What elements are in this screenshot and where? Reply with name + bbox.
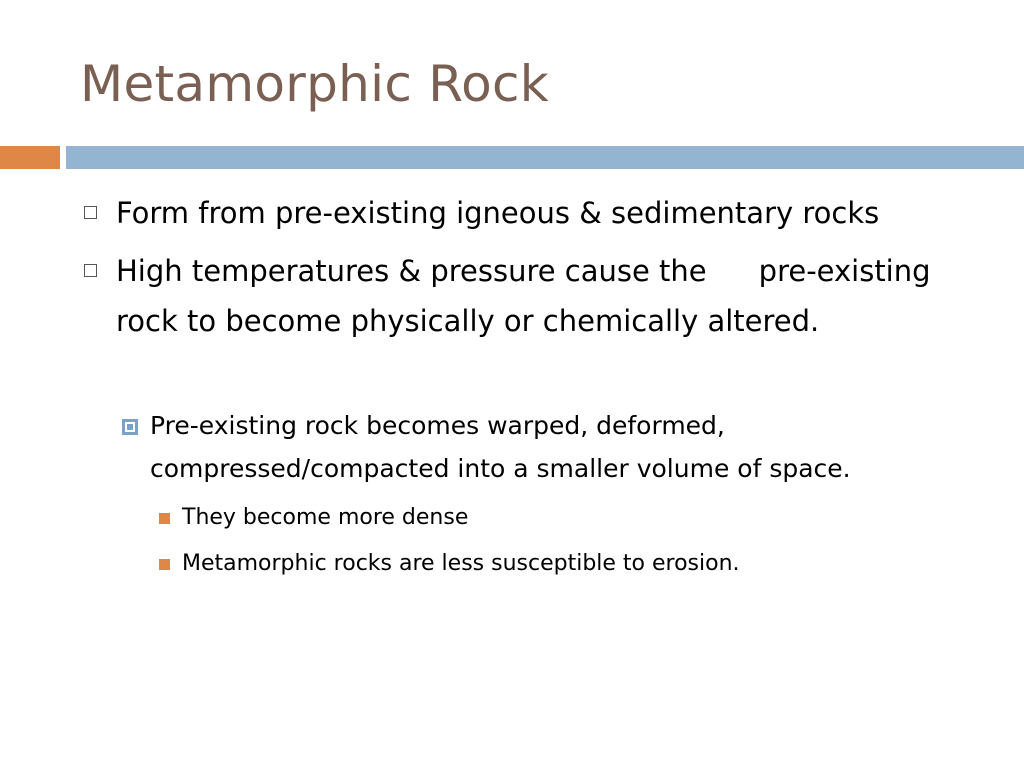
sub-sub-bullet-2-text: Metamorphic rocks are less susceptible to erosion.	[182, 551, 740, 576]
hollow-square-bullet-icon	[84, 206, 97, 219]
sub-bullet-1	[150, 404, 990, 490]
bullet-2-text-part2: pre-existing rock to become physically or chemically altered.	[116, 254, 931, 338]
title-underline-blue	[66, 146, 1024, 169]
bullet-2-text-part1: High temperatures & pressure cause the	[116, 254, 707, 288]
hollow-square-bullet-icon	[84, 264, 97, 277]
bullet-1	[116, 188, 996, 238]
bullet-1-text: Form from pre-existing igneous & sedimentary rocks	[116, 196, 880, 230]
sub-sub-bullet-1-text: They become more dense	[182, 505, 469, 530]
filled-square-bullet-icon	[159, 559, 170, 570]
boxed-square-bullet-icon	[122, 419, 138, 435]
sub-bullet-1-text: Pre-existing rock becomes warped, deformed, compressed/compacted into a smaller volume of space.	[150, 411, 851, 483]
bullet-2	[116, 246, 996, 346]
sub-sub-bullet-1	[182, 503, 982, 533]
slide-title: Metamorphic Rock	[80, 55, 550, 113]
title-underline-orange	[0, 146, 60, 169]
filled-square-bullet-icon	[159, 513, 170, 524]
sub-sub-bullet-2	[182, 549, 982, 579]
